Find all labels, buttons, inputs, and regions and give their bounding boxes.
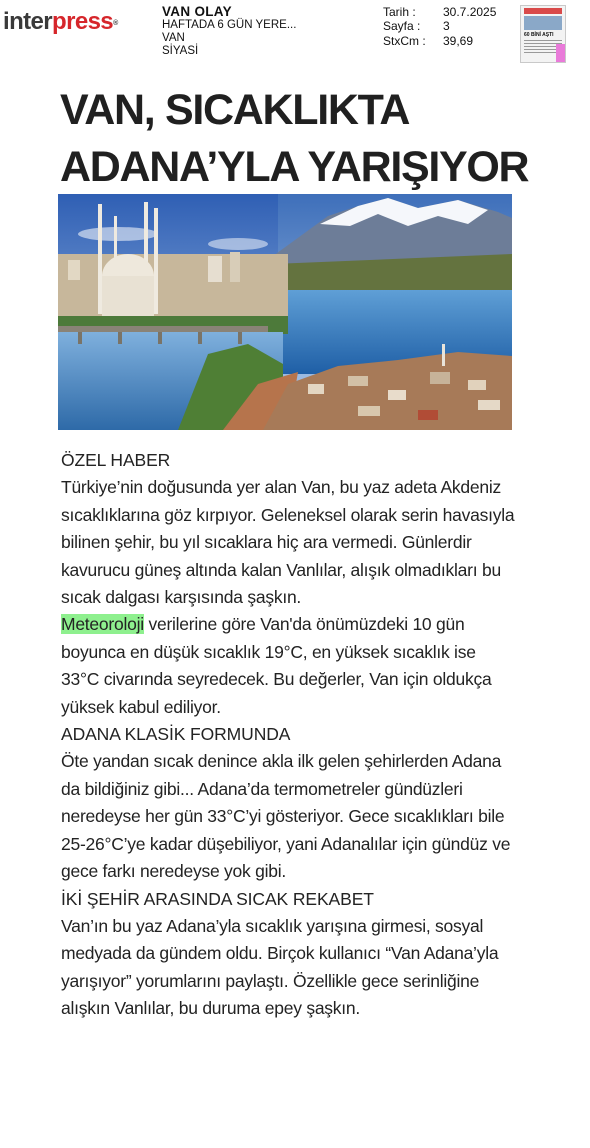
section-heading: İKİ ŞEHİR ARASINDA SICAK REKABET — [61, 888, 374, 909]
stat-label: Sayfa : — [383, 19, 421, 34]
interpress-logo — [3, 8, 118, 36]
thumb-photo — [524, 16, 562, 30]
logo-text-accent: press — [52, 8, 114, 35]
thumb-headline: 60 BİNİ AŞTI — [524, 32, 554, 38]
stat-value: 30.7.2025 — [443, 5, 497, 19]
section-heading: ÖZEL HABER — [61, 450, 171, 470]
registered-mark: ® — [113, 20, 118, 27]
clipping-meta — [162, 5, 296, 58]
article-paragraph — [61, 611, 515, 721]
thumb-masthead — [524, 8, 562, 14]
clipping-headline: HAFTADA 6 GÜN YERE... — [162, 19, 297, 31]
article-paragraph: Türkiye’nin doğusunda yer alan Van, bu yaz adeta Akdeniz sıcaklıklarına göz kırpıyor. Geleneksel olarak serin havasıyla bilinen şehir, bu yıl sıcaklara hiç ara vermedi. Günlerdir kavurucu güneş altında kalan Vanlılar, alışık olmadıkları bu sıcak dalgası karşısında şaşkın. — [61, 477, 515, 608]
stat-page — [383, 19, 496, 33]
stat-stxcm — [383, 34, 496, 48]
stat-value: 3 — [443, 19, 450, 34]
article-title-line1: VAN, SICAKLIKTA — [60, 86, 410, 134]
clipping-city: VAN — [162, 32, 185, 44]
clipping-category: SİYASİ — [162, 45, 199, 57]
highlighted-keyword: Meteoroloji — [61, 614, 144, 635]
article-title — [60, 82, 530, 196]
page-thumbnail[interactable] — [520, 5, 566, 63]
section-heading: ADANA KLASİK FORMUNDA — [61, 724, 291, 745]
stat-label: Tarih : — [383, 5, 416, 19]
article-paragraph: Van’ın bu yaz Adana’yla sıcaklık yarışına girmesi, sosyal medyada da gündem oldu. Birçok kullanıcı “Van Adana’yla yarışıyor” yorumlarını paylaştı. Özellikle gece serinliğine alışkın Vanlılar, bu duruma epey şaşkın. — [61, 915, 499, 1019]
article-photo — [58, 194, 512, 430]
publication-name: VAN OLAY — [162, 4, 232, 19]
stat-date — [383, 5, 496, 19]
stat-value: 39,69 — [443, 33, 474, 48]
stat-label: StxCm : — [383, 33, 426, 48]
thumb-text-line — [524, 40, 562, 41]
clipping-stats — [383, 5, 496, 48]
thumb-clip-marker — [556, 44, 565, 62]
article-title-line2: ADANA’YLA YARIŞIYOR — [60, 143, 529, 191]
paragraph-text: verilerine göre Van'da önümüzdeki 10 gün boyunca en düşük sıcaklık 19°C, en yüksek sıcaklık ise 33°C civarında seyredecek. Bu değerler, Van için oldukça yüksek kabul ediliyor. — [61, 614, 492, 717]
article-body — [61, 447, 515, 1023]
article-paragraph: Öte yandan sıcak denince akla ilk gelen şehirlerden Adana da bildiğiniz gibi... Adana’da termometreler gündüzleri neredeyse her gün 33°C’yi gösteriyor. Gece sıcaklıkları bile 25-26°C’ye kadar düşebiliyor, yani Adanalılar için gündüz ve gece farkı neredeyse yok gibi. — [61, 751, 511, 882]
logo-text-main: inter — [3, 8, 53, 35]
